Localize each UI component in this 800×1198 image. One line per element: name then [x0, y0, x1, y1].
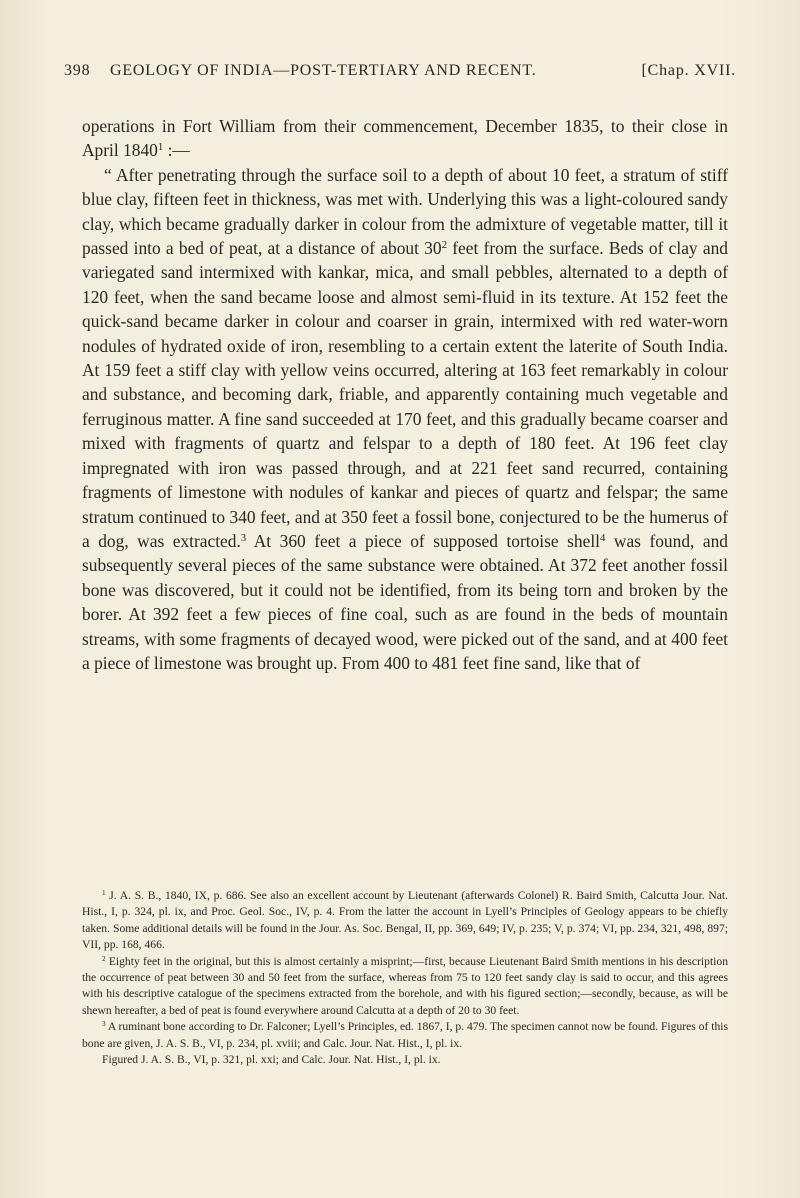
page-number: 398	[64, 62, 91, 79]
chapter-label: [Chap. XVII.	[641, 62, 736, 79]
paragraph-intro: operations in Fort William from their commencement, December 1835, to their close in April 1840$^1$ :—	[82, 116, 728, 161]
paragraph-quote: “ After penetrating through the surface soil to a depth of about 10 feet, a stratum of stiff blue clay, fifteen feet in thickness, was met with. Underlying this was a light-coloured sandy clay, which became gradually darker in colour from the admixture of vegetable matter, till it passed into a bed of peat, at a distance of about $30^2$ feet from the surface. Beds of clay and variegated sand intermixed with kankar, mica, and small pebbles, alternated to a depth of 120 feet, when the sand became loose and almost semi-fluid in its texture. At 152 feet the quick-sand became darker in colour and coarser in grain, intermixed with red water-worn nodules of hydrated oxide of iron, resembling to a certain extent the laterite of South India. At 159 feet a stiff clay with yellow veins occurred, altering at 163 feet remarkably in colour and substance, and becoming dark, friable, and apparently containing much vegetable and ferruginous matter. A fine sand succeeded at 170 feet, and this gradually became coarser and mixed with fragments of quartz and felspar to a depth of 180 feet. At 196 feet clay impregnated with iron was passed through, and at 221 feet sand recurred, containing fragments of limestone with nodules of kankar and pieces of quartz and felspar; the same stratum continued to 340 feet, and at 350 feet a fossil bone, conjectured to be the humerus of a dog, was extracted.$^3$ At 360 feet a piece of supposed tortoise shell$^4$ was found, and subsequently several pieces of the same substance were obtained. At 372 feet another fossil bone was discovered, but it could not be identified, from its being torn and broken by the borer. At 392 feet a few pieces of fine coal, such as are found in the beds of mountain streams, with some fragments of decayed wood, were picked out of the sand, and at 400 feet a piece of limestone was brought up. From 400 to 481 feet fine sand, like that of	[82, 164, 728, 673]
running-title: GEOLOGY OF INDIA—POST-TERTIARY AND RECENT.	[110, 62, 537, 79]
footnotes	[82, 888, 728, 1068]
footnote: $^2$ Eighty feet in the original, but this is almost certainly a misprint;—first, because Lieutenant Baird Smith mentions in his description the occurrence of peat between 30 and 50 feet from the surface, whereas from 75 to 120 feet sandy clay is said to occur, and this agrees with his descriptive catalogue of the specimens extracted from the borehole, and with his figured section;—secondly, because, as will be shewn hereafter, a bed of peat is found everywhere around Calcutta at a depth of 20 to 30 feet.	[82, 954, 728, 1017]
footnote: $^1$ J. A. S. B., 1840, IX, p. 686. See also an excellent account by Lieutenant (afterwards Colonel) R. Baird Smith, Calcutta Jour. Nat. Hist., I, p. 324, pl. ix, and Proc. Geol. Soc., IV, p. 4. From the latter the account in Lyell’s Principles of Geology appears to be chiefly taken. Some additional details will be found in the Jour. As. Soc. Bengal, II, pp. 369, 649; IV, p. 235; V, p. 374; VI, pp. 234, 321, 498, 897; VII, pp. 168, 466.	[82, 889, 728, 952]
running-header	[64, 62, 736, 86]
footnote-ref-3: 3	[240, 531, 247, 544]
footnote-ref-1: 1	[157, 141, 164, 154]
footnote: $^3$ A ruminant bone according to Dr. Falconer; Lyell’s Principles, ed. 1867, I, p. 479. The specimen cannot now be found. Figures of this bone are given, J. A. S. B., VI, p. 234, pl. xviii; and Calc. Jour. Nat. Hist., I, pl. ix.	[82, 1020, 728, 1050]
footnote-ref-2: 2	[441, 239, 447, 252]
footnote: Figured J. A. S. B., VI, p. 321, pl. xxi; and Calc. Jour. Nat. Hist., I, pl. ix.	[102, 1053, 441, 1067]
footnote-ref-4: 4	[599, 531, 606, 544]
main-text	[82, 114, 728, 675]
